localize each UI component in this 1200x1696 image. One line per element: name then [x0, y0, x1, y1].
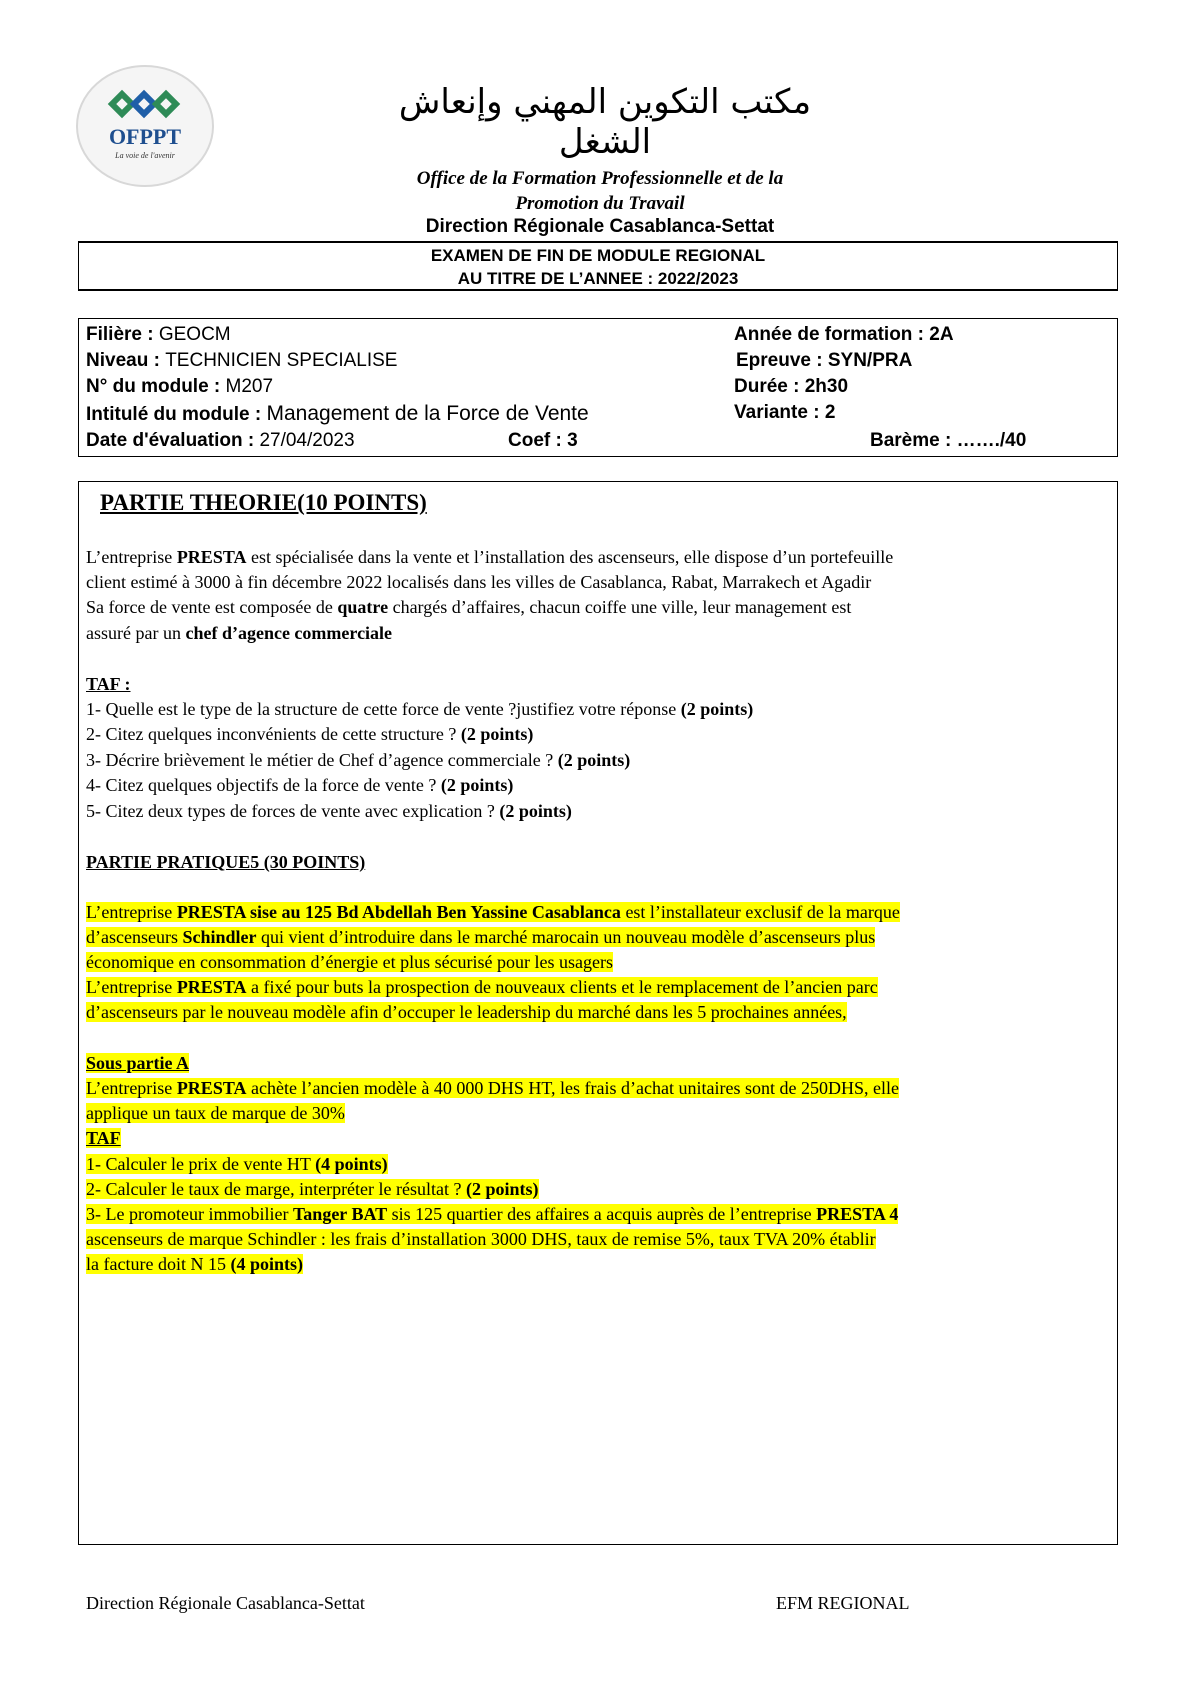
training-year: Année de formation : 2A [734, 324, 954, 345]
exam-year: AU TITRE DE L’ANNEE : 2022/2023 [457, 269, 739, 288]
office-title [300, 166, 900, 216]
practice-question: 3- Le promoteur immobilier Tanger BAT sis 125 quartier des affaires a acquis auprès de l’entreprise PRESTA 4 [86, 1204, 899, 1224]
direction-title: Direction Régionale Casablanca-Settat [425, 216, 775, 237]
exam-title-box [78, 241, 1118, 291]
sub-part-line: applique un taux de marque de 30% [86, 1103, 345, 1123]
practice-paragraph-line: d’ascenseurs par le nouveau modèle afin d’occuper le leadership du marché dans les 5 prochaines années, [86, 1002, 847, 1022]
filiere: Filière : GEOCM [86, 324, 231, 345]
variante: Variante : 2 [734, 402, 836, 423]
practice-paragraph-line: L’entreprise PRESTA a fixé pour buts la prospection de nouveaux clients et le remplacement de l’ancien parc [86, 977, 878, 997]
theory-paragraph-line: client estimé à 3000 à fin décembre 2022 localisés dans les villes de Casablanca, Rabat, Marrakech et Agadir [86, 572, 872, 592]
theory-question: 4- Citez quelques objectifs de la force de vente ? (2 points) [86, 775, 514, 795]
sub-part-a-title: Sous partie A [86, 1053, 190, 1073]
niveau: Niveau : TECHNICIEN SPECIALISE [86, 350, 398, 371]
practice-question: la facture doit N 15 (4 points) [86, 1254, 303, 1274]
bareme: Barème : ……./40 [870, 430, 1027, 451]
duree: Durée : 2h30 [734, 376, 849, 397]
theory-paragraph-line: assuré par un chef d’agence commerciale [86, 623, 393, 643]
sub-part-line: L’entreprise PRESTA achète l’ancien modèle à 40 000 DHS HT, les frais d’achat unitaires sont de 250DHS, elle [86, 1078, 899, 1098]
office-line-1: Office de la Formation Professionnelle et de la [416, 168, 784, 189]
theory-paragraph-line: Sa force de vente est composée de quatre chargés d’affaires, chacun coiffe une ville, leur management est [86, 597, 852, 617]
arabic-title: مكتب التكوين المهني وإنعاش الشغل [398, 82, 812, 162]
theory-question: 1- Quelle est le type de la structure de cette force de vente ?justifiez votre réponse (2 points) [86, 699, 754, 719]
epreuve: Epreuve : SYN/PRA [736, 350, 913, 371]
logo-tagline: La voie de l'avenir [115, 151, 175, 160]
ofppt-logo [74, 64, 216, 188]
footer-efm: EFM REGIONAL [776, 1593, 910, 1613]
practice-paragraph-line: économique en consommation d’énergie et plus sécurisé pour les usagers [86, 952, 614, 972]
practice-paragraph-line: d’ascenseurs Schindler qui vient d’introduire dans le marché marocain un nouveau modèle d’ascenseurs plus [86, 927, 876, 947]
theory-paragraph-line: L’entreprise PRESTA est spécialisée dans la vente et l’installation des ascenseurs, elle dispose d’un portefeuille [86, 547, 894, 567]
theory-taf: TAF : [86, 674, 131, 694]
theory-question: 3- Décrire brièvement le métier de Chef d’agence commerciale ? (2 points) [86, 750, 631, 770]
practice-question: 2- Calculer le taux de marge, interpréter le résultat ? (2 points) [86, 1179, 539, 1199]
office-line-2: Promotion du Travail [515, 193, 685, 214]
practice-title: PARTIE PRATIQUE5 (30 POINTS) [86, 852, 366, 872]
theory-question: 5- Citez deux types de forces de vente avec explication ? (2 points) [86, 801, 572, 821]
coef: Coef : 3 [508, 430, 578, 451]
theory-title: PARTIE THEORIE(10 POINTS) [100, 490, 427, 515]
module-title: Intitulé du module : Management de la Force de Vente [86, 402, 589, 425]
practice-taf: TAF [86, 1128, 121, 1148]
logo-text: OFPPT [108, 124, 182, 149]
exam-title: EXAMEN DE FIN DE MODULE REGIONAL [430, 246, 766, 265]
theory-question: 2- Citez quelques inconvénients de cette structure ? (2 points) [86, 724, 534, 744]
practice-question: ascenseurs de marque Schindler : les frais d’installation 3000 DHS, taux de remise 5%, taux TVA 20% établir [86, 1229, 876, 1249]
module-number: N° du module : M207 [86, 376, 274, 397]
practice-question: 1- Calculer le prix de vente HT (4 points) [86, 1154, 388, 1174]
footer-direction: Direction Régionale Casablanca-Settat [86, 1593, 365, 1613]
evaluation-date: Date d'évaluation : 27/04/2023 [86, 430, 355, 451]
practice-paragraph-line: L’entreprise PRESTA sise au 125 Bd Abdellah Ben Yassine Casablanca est l’installateur exclusif de la marque [86, 902, 900, 922]
